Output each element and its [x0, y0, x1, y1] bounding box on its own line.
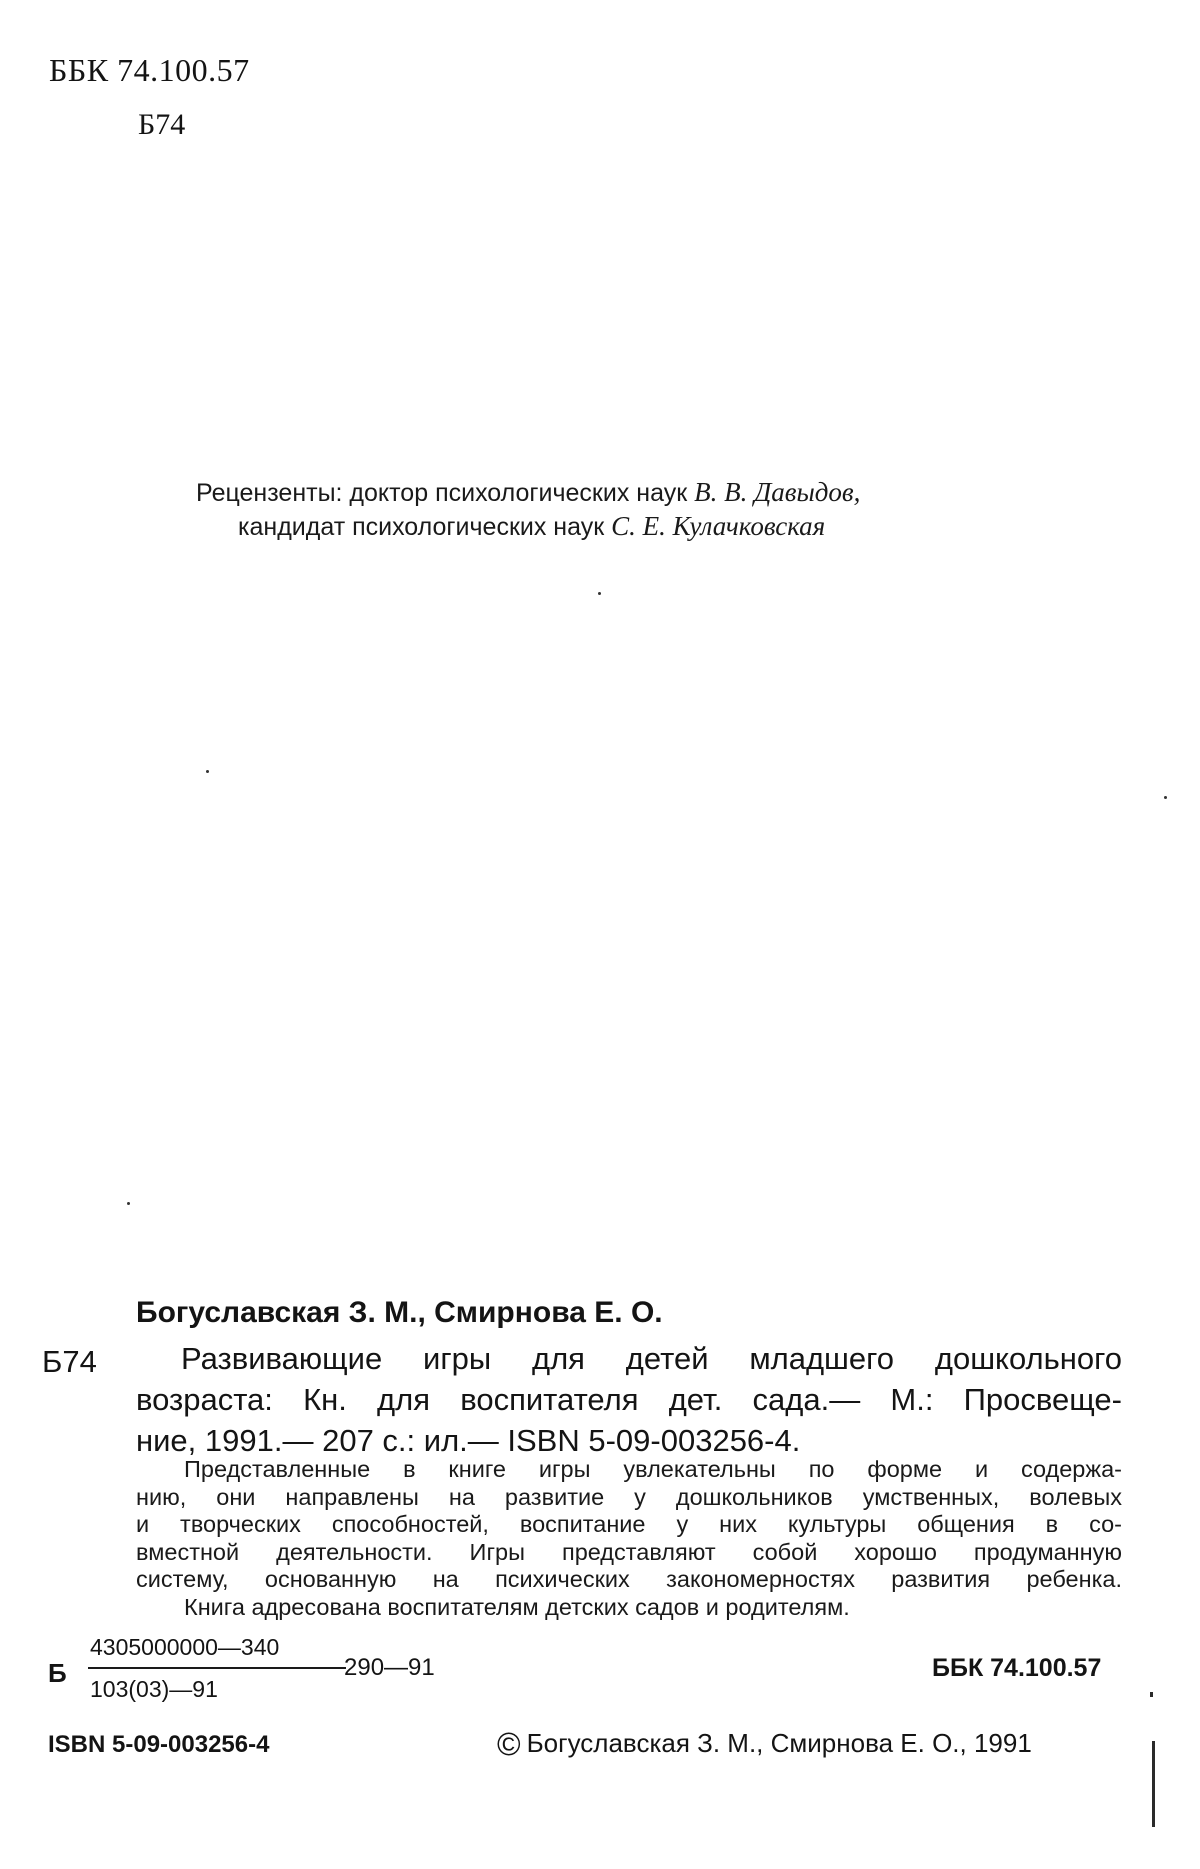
fraction-numerator: 4305000000—340 — [90, 1634, 280, 1660]
annotation-line: Представленные в книге игры увлекательны по форме и содержа- — [184, 1456, 1122, 1482]
reviewer-2-name: С. Е. Кулачковская — [611, 511, 826, 541]
fraction-suffix: 290—91 — [344, 1654, 435, 1681]
reviewers-block — [196, 476, 860, 544]
scan-speck — [206, 770, 209, 773]
reviewer-1-title: Рецензенты: доктор психологических наук — [196, 479, 695, 507]
scan-speck — [127, 1202, 130, 1205]
bbk-code-bottom: ББК 74.100.57 — [932, 1654, 1102, 1682]
annotation-line: вместной деятельности. Игры представляют собой хорошо продуманную — [136, 1538, 1122, 1565]
annotation-line: нию, они направлены на развитие у дошкольников умственных, волевых — [136, 1483, 1122, 1510]
scan-edge-mark — [1152, 1741, 1155, 1827]
annotation-line: и творческих способностей, воспитание у них культуры общения в со- — [136, 1511, 1122, 1537]
bbk-code-top: ББК 74.100.57 — [49, 52, 250, 88]
description-line: Развивающие игры для детей младшего дошкольного — [181, 1341, 1122, 1376]
fraction-denominator: 103(03)—91 — [90, 1676, 218, 1702]
reviewers-line-1 — [196, 476, 860, 510]
cutter-code-top: Б74 — [138, 108, 186, 141]
scan-speck — [598, 592, 601, 595]
annotation-line: систему, основанную на психических закономерностях развития ребенка. — [136, 1566, 1122, 1592]
copyright-icon: © — [497, 1726, 521, 1762]
copyright-text: Богуславская З. М., Смирнова Е. О., 1991 — [526, 1728, 1032, 1758]
scan-edge-mark — [1150, 1692, 1153, 1697]
copyright-notice — [497, 1726, 1032, 1763]
reviewer-1-name: В. В. Давыдов, — [694, 477, 861, 507]
catalog-description — [136, 1338, 1122, 1461]
description-line: возраста: Кн. для воспитателя дет. сада.— М.: Просвеще- — [136, 1382, 1122, 1417]
scan-speck — [1164, 796, 1167, 799]
catalog-authors: Богуславская З. М., Смирнова Е. О. — [136, 1296, 663, 1329]
catalog-cutter-code: Б74 — [42, 1344, 97, 1379]
annotation-line: Книга адресована воспитателям детских садов и родителям. — [184, 1593, 850, 1620]
reviewers-line-2 — [196, 510, 860, 544]
publication-letter: Б — [48, 1658, 67, 1688]
catalog-annotation — [136, 1456, 1122, 1621]
description-line: ние, 1991.— 207 с.: ил.— ISBN 5-09-003256-4. — [136, 1423, 801, 1458]
reviewer-2-title: кандидат психологических наук — [238, 513, 612, 541]
fraction-divider — [88, 1667, 346, 1669]
isbn: ISBN 5-09-003256-4 — [48, 1731, 270, 1758]
